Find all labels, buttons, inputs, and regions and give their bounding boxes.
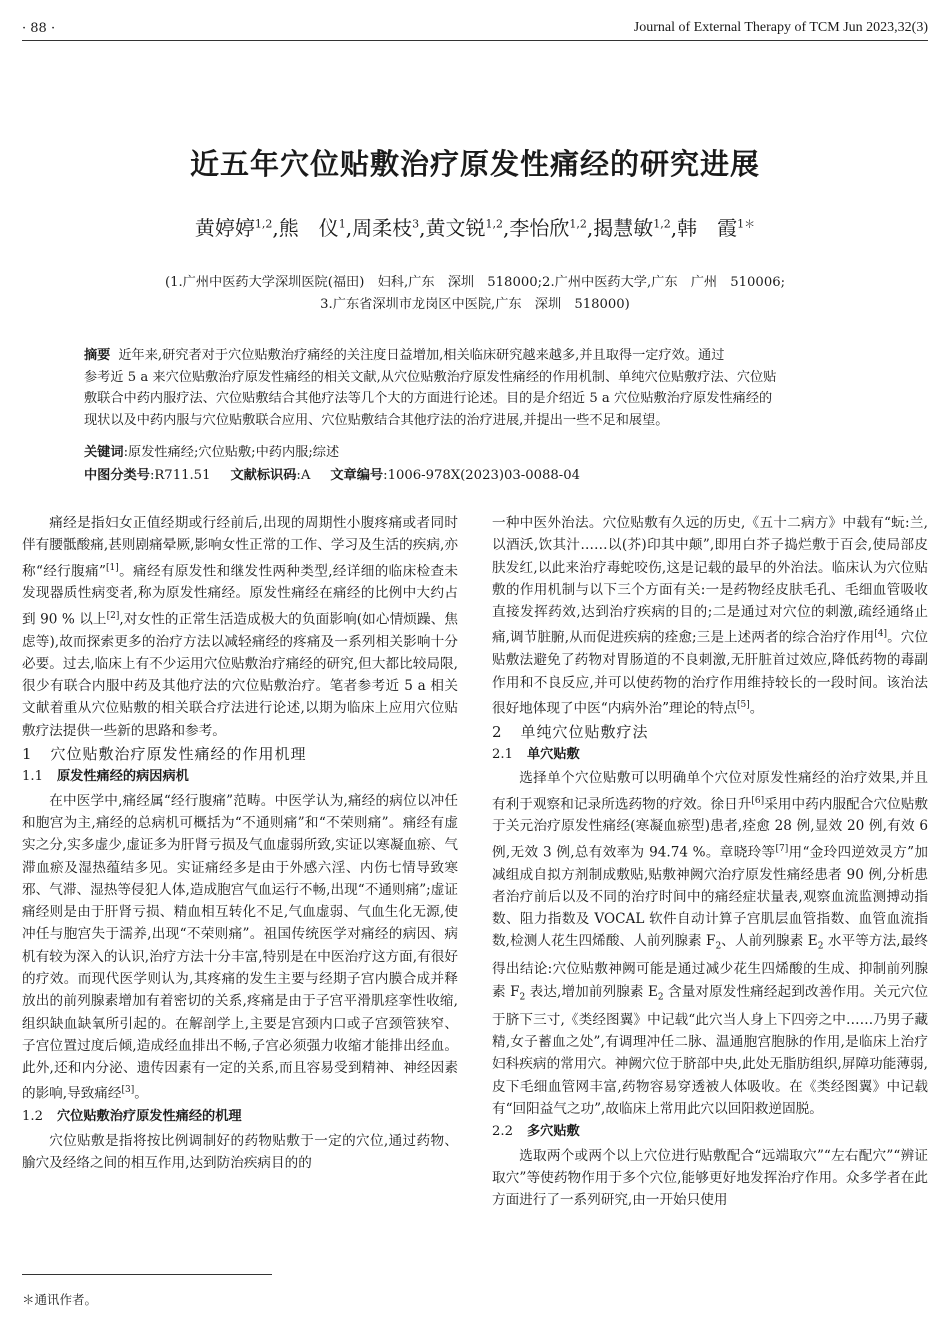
running-header: [22, 14, 928, 41]
author: 韩 霞: [677, 216, 738, 240]
author: 李怡欣: [509, 216, 570, 240]
section-heading: 2 单纯穴位贴敷疗法: [492, 722, 649, 741]
article-number-value: :1006-978X(2023)03-0088-04: [383, 468, 581, 483]
paragraph: 痛经是指妇女正值经期或行经前后,出现的周期性小腹疼痛或者同时伴有腰骶酸痛,甚则剧痛晕厥,影响女性正常的工作、学习及生活的疾病,亦称“经行腹痛”[1]。痛经有原发性和继发性两种类型,经详细的临床检查未发现器质性病变者,称为原发性痛经。原发性痛经在痛经的比例中大约占到 90 % 以上[2],对女性的正常生活造成极大的负面影响(如心情烦躁、焦虑等),故而探索更多的治疗方法以减轻痛经的疼痛及一系列相关影响十分必要。过去,临床上有不少运用穴位贴敷治疗痛经的研究,但大都比较局限,很少有联合内服中药及其他疗法的穴位贴敷治疗。笔者参考近 5 a 相关文献着重从穴位贴敷的相关联合疗法进行论述,以期为临床上应用穴位贴敷疗法提供一些新的思路和参考。: [22, 515, 458, 739]
footnote-rule: [22, 1274, 272, 1275]
doc-code-value: :A: [296, 468, 311, 483]
section-heading: 1 穴位贴敷治疗原发性痛经的作用机理: [22, 745, 307, 764]
author-affiliation-mark: 1: [338, 217, 346, 231]
citation[interactable]: [3]: [121, 1085, 135, 1096]
subsection-heading: 1.2 穴位贴敷治疗原发性痛经的机理: [22, 1109, 242, 1125]
author-list: 黄婷婷$^{1,2}$,熊 仪$^1$,周柔枝$^3$,黄文锐$^{1,2}$,李怡欣$^{1,2}$,揭慧敏$^{1,2}$,韩 霞$^{1*}$: [194, 216, 756, 240]
author-affiliation-mark: 3: [412, 217, 420, 231]
subsection-heading: 1.1 原发性痛经的病因病机: [22, 769, 189, 785]
abstract-line: 参考近 5 a 来穴位贴敷治疗原发性痛经的相关文献,从穴位贴敷治疗原发性痛经的作用机制、单纯穴位贴敷疗法、穴位贴: [84, 369, 777, 385]
citation[interactable]: [4]: [874, 629, 888, 640]
author: 揭慧敏: [593, 216, 654, 240]
abstract-line: 敷联合中药内服疗法、穴位贴敷结合其他疗法等几个大的方面进行论述。目的是介绍近 5 a 穴位贴敷治疗原发性痛经的: [84, 391, 773, 406]
author: 熊 仪: [278, 216, 339, 240]
subsection-heading: 2.2 多穴贴敷: [492, 1124, 580, 1140]
author: 周柔枝: [352, 216, 413, 240]
citation[interactable]: [2]: [106, 610, 120, 621]
author-affiliation-mark: 1,2: [485, 217, 503, 231]
citation[interactable]: [7]: [775, 843, 789, 854]
abstract-line: 现状以及中药内服与穴位贴敷联合应用、穴位贴敷结合其他疗法的治疗进展,并提出一些不足和展望。: [84, 412, 669, 428]
left-column: [22, 512, 458, 1174]
citation[interactable]: [5]: [737, 699, 750, 710]
author-affiliation-mark: 1＊: [737, 217, 756, 231]
author-affiliation-mark: 1,2: [254, 217, 273, 231]
paper-title: 近五年穴位贴敷治疗原发性痛经的研究进展: [189, 147, 760, 181]
clc-value: :R711.51: [149, 468, 211, 483]
footnote: ＊通讯作者。: [22, 1292, 98, 1307]
author: 黄文锐: [425, 216, 486, 240]
classification-line: [84, 465, 580, 486]
journal-info: Journal of External Therapy of TCM Jun 2023,32(3): [633, 20, 928, 35]
keywords-label: 关键词: [84, 445, 124, 460]
article-number-label: 文章编号: [330, 468, 384, 483]
abstract-line: 近年来,研究者对于穴位贴敷治疗痛经的关注度日益增加,相关临床研究越来越多,并且取得一定疗效。通过: [118, 348, 725, 363]
paragraph: 一种中医外治法。穴位贴敷有久远的历史,《五十二病方》中载有“蚖:兰,以酒沃,饮其汁……以(芥)印其中颠”,即用白芥子捣烂敷于百会,使局部皮肤发红,以此来治疗毒蛇咬伤,这是记载的最早的外治法。临床认为穴位贴敷的作用机制与以下三个方面有关:一是药物经皮肤毛孔、毛细血管吸收直接发挥药效,达到治疗疾病的目的;二是通过对穴位的刺激,疏经通络止痛,调节脏腑,从而促进疾病的痊愈;三是上述两者的综合治疗作用[4]。穴位贴敷法避免了药物对胃肠道的不良刺激,无肝脏首过效应,降低药物的毒副作用和不良反应,并可以使药物的治疗作用维持较长的一段时间。该治法很好地体现了中医“内病外治”理论的特点[5]。: [492, 515, 928, 717]
author-affiliation-mark: 1,2: [653, 217, 671, 231]
abstract-label: 摘要: [84, 348, 111, 363]
citation[interactable]: [1]: [105, 562, 119, 573]
keywords-text: :原发性痛经;穴位贴敷;中药内服;综述: [123, 445, 340, 460]
subsection-heading: 2.1 单穴贴敷: [492, 747, 580, 763]
paragraph: 在中医学中,痛经属“经行腹痛”范畴。中医学认为,痛经的病位以冲任和胞宫为主,痛经的总病机可概括为“不通则痛”和“不荣则痛”。痛经有虚实之分,实多虚少,虚证多为肝肾亏损及气血虚弱所致,实证以寒凝血瘀、气滞血瘀及湿热蕴结多见。实证痛经多是由于外感六淫、内伤七情导致寒邪、气滞、湿热等侵犯人体,造成胞宫气血运行不畅,出现“不通则痛”;虚证痛经则是由于肝肾亏损、精血相互转化不足,气血虚弱、气血生化无源,使冲任与胞宫失于濡养,出现“不荣则痛”。祖国传统医学对痛经的病因、病机有较为深入的认识,治疗方法十分丰富,特别是在中医治疗这方面,有很好的疗效。而现代医学则认为,其疼痛的发生主要与经期子宫内膜合成并释放出的前列腺素增加有着密切的关系,疼痛是由于子宫平滑肌痉挛性收缩,组织缺血缺氧所引起的。在解剖学上,主要是宫颈内口或子宫颈管狭窄、子宫位置过度后倾,造成经血排出不畅,子宫必须强力收缩才能排出经血。此外,还和内分泌、遗传因素有一定的关系,而且容易受到精神、神经因素的影响,导致痛经[3]。: [22, 792, 458, 1103]
paragraph: 选择单个穴位贴敷可以明确单个穴位对原发性痛经的治疗效果,并且有利于观察和记录所选药物的疗效。徐日升[6]采用中药内服配合穴位贴敷于关元治疗原发性痛经(寒凝血瘀型)患者,痊愈 28 例,显效 20 例,有效 6 例,无效 3 例,总有效率为 94.74 %。章晓玲等[7]用“金玲四逆效灵方”加减组成自拟方剂制成敷贴,贴敷神阙穴治疗原发性痛经患者 90 例,分析患者治疗前后以及不同的治疗时间中的痛经症状量表,观察血流监测搏动指数、阻力指数及 VOCAL 软件自动计算子宫肌层血管指数、血管血流指数,检测人花生四烯酸、人前列腺素 $F_2$、人前列腺素 $E_2$ 水平等方法,最终得出结论:穴位贴敷神阙可能是通过减少花生四烯酸的生成、抑制前列腺素 $F_2$ 表达,增加前列腺素 $E_2$ 含量对原发性痛经起到改善作用。关元穴位于脐下三寸,《类经图翼》中记载“此穴当人身上下四旁之中……乃男子藏精,女子蓄血之处”,有调理冲任二脉、温通胞宫胞脉的作用,是临床上治疗妇科疾病的常用穴。神阙穴位于脐部中央,此处无脂肪组织,屏障功能薄弱,皮下毛细血管网丰富,药物容易穿透被人体吸收。在《类经图翼》中记载有“回阳益气之功”,故临床上常用此穴以回阳救逆固脱。: [492, 770, 929, 1117]
author: 黄婷婷: [194, 216, 255, 240]
author-affiliation-mark: 1,2: [569, 217, 587, 231]
paragraph: 选取两个或两个以上穴位进行贴敷配合“远端取穴”“左右配穴”“辨证取穴”等使药物作用于多个穴位,能够更好地发挥治疗作用。众多学者在此方面进行了一系列研究,由一开始只使用: [492, 1147, 928, 1209]
abstract: [84, 345, 899, 431]
affiliation-line: 3.广东省深圳市龙岗区中医院,广东 深圳 518000): [320, 297, 630, 312]
page-number: · 88 ·: [22, 21, 56, 36]
clc-label: 中图分类号: [84, 468, 150, 483]
doc-code-label: 文献标识码: [230, 468, 297, 483]
affiliations: [40, 272, 910, 316]
citation[interactable]: [6]: [751, 795, 765, 806]
affiliation-line: (1.广州中医药大学深圳医院(福田) 妇科,广东 深圳 518000;2.广州中医药大学,广东 广州 510006;: [164, 275, 786, 290]
right-column: [492, 512, 928, 1211]
paragraph: 穴位贴敷是指将按比例调制好的药物贴敷于一定的穴位,通过药物、腧穴及经络之间的相互作用,达到防治疾病目的的: [22, 1132, 458, 1171]
keywords: [84, 442, 339, 463]
